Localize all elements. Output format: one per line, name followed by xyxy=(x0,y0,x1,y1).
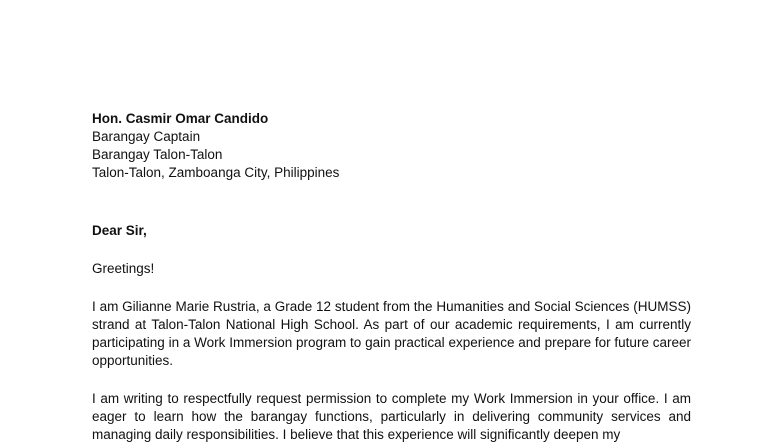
recipient-address: Talon-Talon, Zamboanga City, Philippines xyxy=(92,165,340,180)
recipient-title: Barangay Captain xyxy=(92,129,201,144)
recipient-name: Hon. Casmir Omar Candido xyxy=(92,111,269,126)
recipient-block xyxy=(92,110,691,182)
paragraph-introduction: I am Gilianne Marie Rustria, a Grade 12 student from the Humanities and Social Sciences (HUMSS) strand at Talon-Talon National High School. As part of our academic requirements, I am currently participating in a Work Immersion program to gain practical experience and prepare for future career opportunities. xyxy=(92,299,691,368)
recipient-office: Barangay Talon-Talon xyxy=(92,147,223,162)
greeting: Greetings! xyxy=(92,261,155,276)
letter-body xyxy=(92,110,691,444)
salutation: Dear Sir, xyxy=(92,223,147,238)
paragraph-request: I am writing to respectfully request permission to complete my Work Immersion in your office. I am eager to learn how the barangay functions, particularly in delivering community services and managing daily responsibilities. I believe that this experience will significantly deepen my xyxy=(92,391,691,442)
